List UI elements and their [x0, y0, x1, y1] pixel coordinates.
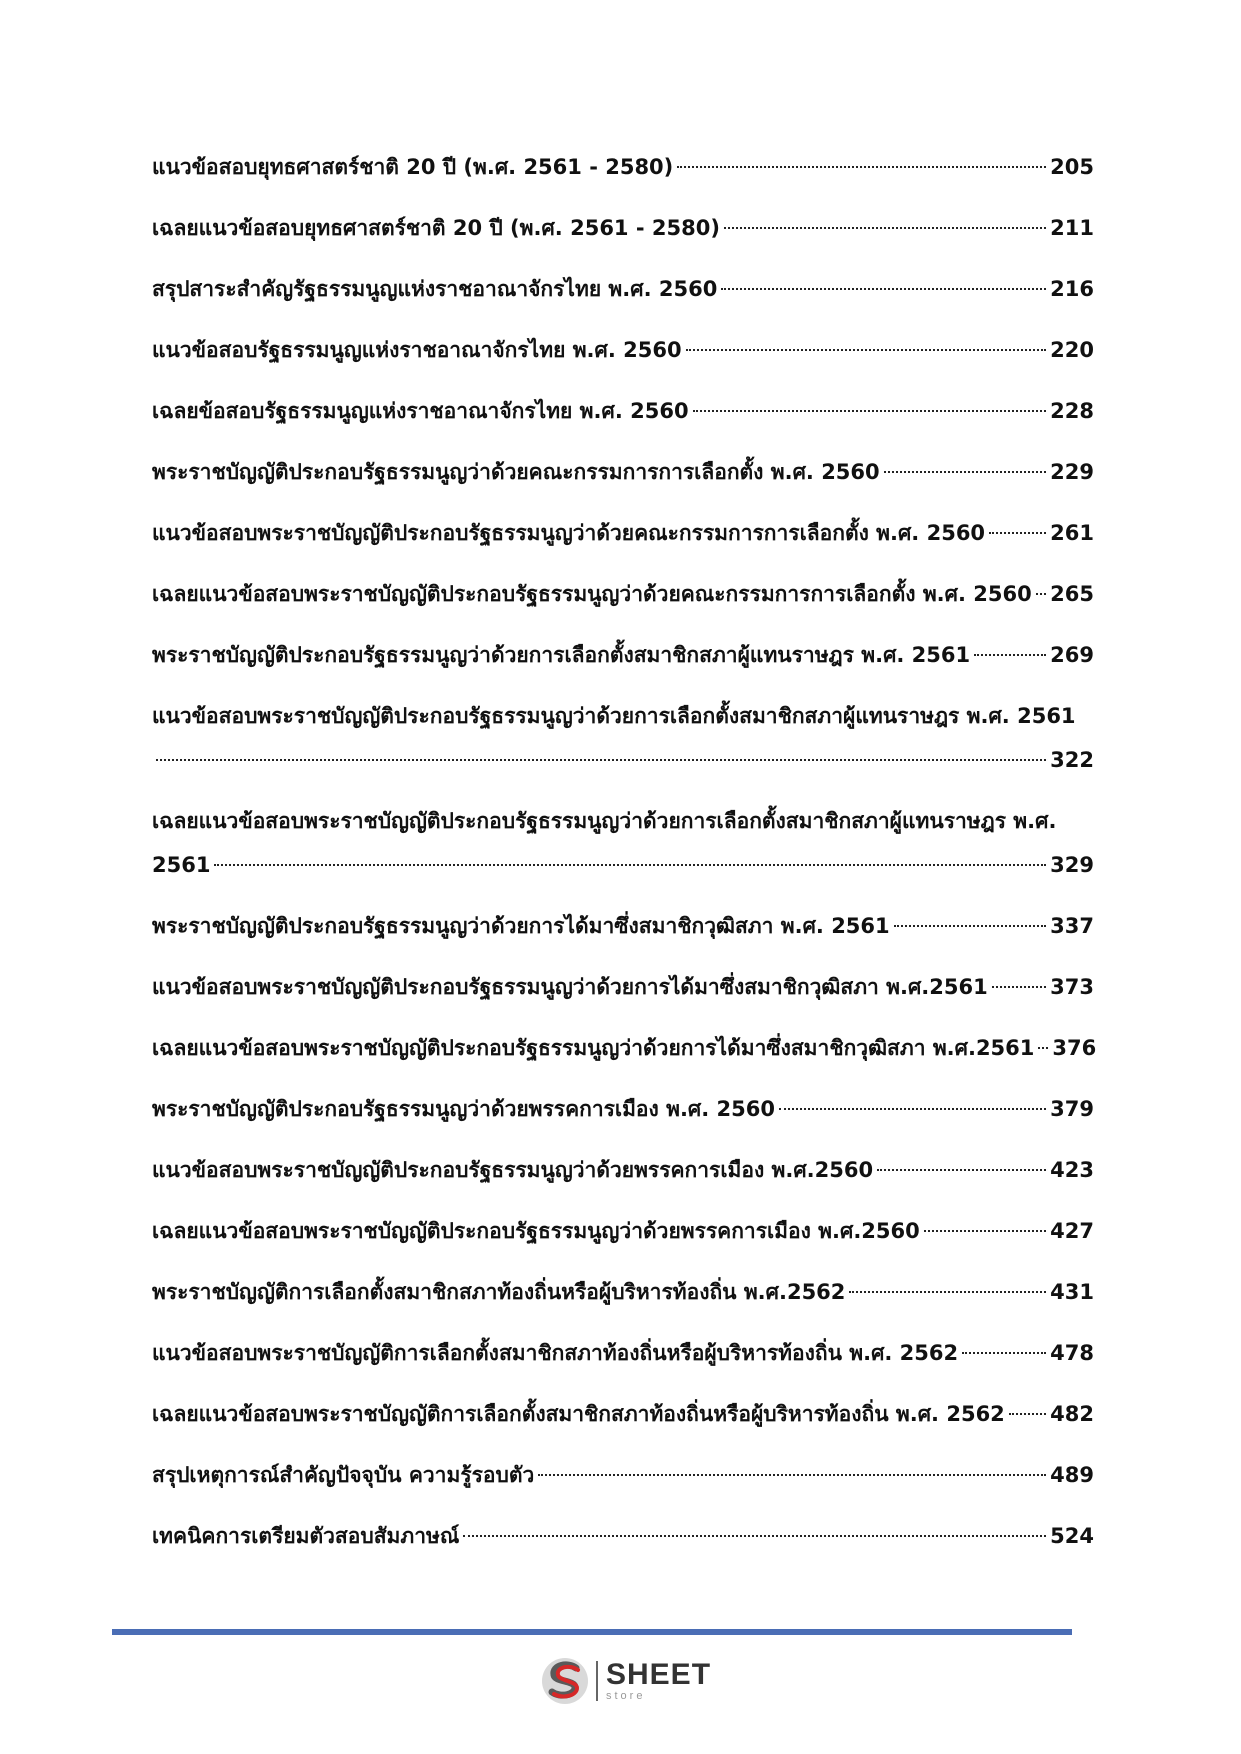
toc-entry-title: เฉลยแนวข้อสอบพระราชบัญญัติประกอบรัฐธรรมนูญว่าด้วยการเลือกตั้งสมาชิกสภาผู้แทนราษฎร พ.ศ.	[152, 809, 1057, 833]
toc-entry-page: 379	[1050, 1097, 1094, 1121]
toc-entry-title: เฉลยแนวข้อสอบยุทธศาสตร์ชาติ 20 ปี (พ.ศ. 2561 - 2580)	[152, 216, 720, 240]
toc-entry-title: เฉลยข้อสอบรัฐธรรมนูญแห่งราชอาณาจักรไทย พ.ศ. 2560	[152, 399, 689, 423]
toc-entry-page: 265	[1050, 582, 1094, 606]
dot-leader	[1036, 593, 1046, 595]
toc-entry-page: 205	[1050, 155, 1094, 179]
toc-entry-title: เฉลยแนวข้อสอบพระราชบัญญัติประกอบรัฐธรรมนูญว่าด้วยคณะกรรมการการเลือกตั้ง พ.ศ. 2560	[152, 582, 1032, 606]
dot-leader	[1009, 1413, 1046, 1415]
toc-entry-page: 322	[1050, 748, 1094, 772]
toc-entry-title: แนวข้อสอบรัฐธรรมนูญแห่งราชอาณาจักรไทย พ.ศ. 2560	[152, 338, 682, 362]
toc-entry-page: 373	[1050, 975, 1094, 999]
dot-leader	[463, 1535, 1046, 1537]
toc-entry-page: 216	[1050, 277, 1094, 301]
toc-entry-title: แนวข้อสอบพระราชบัญญัติประกอบรัฐธรรมนูญว่าด้วยพรรคการเมือง พ.ศ.2560	[152, 1158, 874, 1182]
toc-entry-page: 431	[1050, 1280, 1094, 1304]
toc-entry-page: 376	[1052, 1036, 1097, 1060]
toc-entry[interactable]	[152, 516, 1094, 577]
logo-divider	[596, 1661, 598, 1701]
toc-entry-title: พระราชบัญญัติประกอบรัฐธรรมนูญว่าด้วยคณะกรรมการการเลือกตั้ง พ.ศ. 2560	[152, 460, 880, 484]
dot-leader	[214, 864, 1046, 866]
dot-leader	[924, 1230, 1046, 1232]
toc-entry-page: 423	[1050, 1158, 1094, 1182]
dot-leader	[724, 227, 1046, 229]
toc-entry-title: แนวข้อสอบพระราชบัญญัติประกอบรัฐธรรมนูญว่าด้วยการได้มาซึ่งสมาชิกวุฒิสภา พ.ศ.2561	[152, 975, 988, 999]
toc-entry[interactable]	[152, 455, 1094, 516]
toc-entry-title: พระราชบัญญัติประกอบรัฐธรรมนูญว่าด้วยพรรคการเมือง พ.ศ. 2560	[152, 1097, 775, 1121]
toc-entry-title: สรุปสาระสำคัญรัฐธรรมนูญแห่งราชอาณาจักรไทย พ.ศ. 2560	[152, 277, 718, 301]
dot-leader	[992, 986, 1046, 988]
dot-leader	[877, 1169, 1046, 1171]
dot-leader	[721, 288, 1046, 290]
toc-entry-page: 211	[1050, 216, 1094, 240]
dot-leader	[989, 532, 1046, 534]
toc-entry-page: 337	[1050, 914, 1094, 938]
dot-leader	[686, 349, 1047, 351]
toc-entry[interactable]	[152, 1336, 1094, 1397]
toc-entry[interactable]	[152, 970, 1094, 1031]
toc-entry[interactable]	[152, 577, 1094, 638]
dot-leader	[677, 166, 1046, 168]
toc-entry-page: 489	[1050, 1463, 1094, 1487]
dot-leader	[974, 654, 1046, 656]
dot-leader	[156, 759, 1046, 761]
toc-entry-title: เฉลยแนวข้อสอบพระราชบัญญัติประกอบรัฐธรรมนูญว่าด้วยการได้มาซึ่งสมาชิกวุฒิสภา พ.ศ.2561	[152, 1036, 1035, 1060]
toc-entry[interactable]	[152, 1519, 1094, 1580]
toc-entry-page: 220	[1050, 338, 1094, 362]
toc-entry[interactable]	[152, 150, 1094, 211]
toc-entry-page: 228	[1050, 399, 1094, 423]
toc-entry-title: เฉลยแนวข้อสอบพระราชบัญญัติประกอบรัฐธรรมนูญว่าด้วยพรรคการเมือง พ.ศ.2560	[152, 1219, 920, 1243]
toc-entry-page: 269	[1050, 643, 1094, 667]
toc-entry-title-continuation: 2561	[152, 853, 211, 877]
toc-entry-page: 524	[1050, 1524, 1094, 1548]
toc-entry[interactable]	[152, 909, 1094, 970]
toc-entry[interactable]	[152, 272, 1094, 333]
table-of-contents	[152, 150, 1097, 1580]
toc-entry-title: พระราชบัญญัติประกอบรัฐธรรมนูญว่าด้วยการได้มาซึ่งสมาชิกวุฒิสภา พ.ศ. 2561	[152, 914, 890, 938]
toc-entry-page: 482	[1050, 1402, 1094, 1426]
toc-entry[interactable]	[152, 1397, 1094, 1458]
toc-entry-page: 478	[1050, 1341, 1094, 1365]
toc-entry-page: 427	[1050, 1219, 1094, 1243]
toc-entry-page: 229	[1050, 460, 1094, 484]
toc-entry-title: พระราชบัญญัติการเลือกตั้งสมาชิกสภาท้องถิ่นหรือผู้บริหารท้องถิ่น พ.ศ.2562	[152, 1280, 846, 1304]
toc-entry[interactable]	[152, 394, 1094, 455]
toc-entry-page: 329	[1050, 853, 1094, 877]
toc-entry[interactable]	[152, 1031, 1097, 1092]
toc-entry[interactable]	[152, 1458, 1094, 1519]
toc-entry[interactable]	[152, 804, 1094, 909]
dot-leader	[884, 471, 1047, 473]
dot-leader	[538, 1474, 1046, 1476]
toc-entry-page: 261	[1050, 521, 1094, 545]
toc-entry-title: เฉลยแนวข้อสอบพระราชบัญญัติการเลือกตั้งสมาชิกสภาท้องถิ่นหรือผู้บริหารท้องถิ่น พ.ศ. 2562	[152, 1402, 1005, 1426]
dot-leader	[962, 1352, 1046, 1354]
toc-entry[interactable]	[152, 699, 1094, 804]
toc-entry-title: แนวข้อสอบพระราชบัญญัติการเลือกตั้งสมาชิกสภาท้องถิ่นหรือผู้บริหารท้องถิ่น พ.ศ. 2562	[152, 1341, 959, 1365]
brand-wordmark	[606, 1660, 711, 1702]
dot-leader	[1038, 1047, 1048, 1049]
dot-leader	[779, 1108, 1046, 1110]
toc-entry[interactable]	[152, 1275, 1094, 1336]
toc-entry-title: สรุปเหตุการณ์สำคัญปัจจุบัน ความรู้รอบตัว	[152, 1463, 535, 1487]
toc-entry[interactable]	[152, 1092, 1094, 1153]
toc-entry[interactable]	[152, 638, 1094, 699]
toc-entry[interactable]	[152, 211, 1094, 272]
dot-leader	[894, 925, 1047, 927]
toc-entry[interactable]	[152, 333, 1094, 394]
toc-entry-title: แนวข้อสอบยุทธศาสตร์ชาติ 20 ปี (พ.ศ. 2561 - 2580)	[152, 155, 674, 179]
footer-divider	[112, 1629, 1072, 1635]
brand-subtitle: store	[606, 1690, 646, 1702]
sheet-store-s-logo-icon	[540, 1656, 590, 1706]
toc-entry-title: เทคนิคการเตรียมตัวสอบสัมภาษณ์	[152, 1524, 460, 1548]
footer-logo	[540, 1655, 711, 1707]
toc-entry-title: พระราชบัญญัติประกอบรัฐธรรมนูญว่าด้วยการเลือกตั้งสมาชิกสภาผู้แทนราษฎร พ.ศ. 2561	[152, 643, 971, 667]
toc-entry[interactable]	[152, 1153, 1094, 1214]
dot-leader	[693, 410, 1047, 412]
brand-name: SHEET	[606, 1658, 712, 1691]
toc-entry-title: แนวข้อสอบพระราชบัญญัติประกอบรัฐธรรมนูญว่าด้วยคณะกรรมการการเลือกตั้ง พ.ศ. 2560	[152, 521, 986, 545]
dot-leader	[849, 1291, 1046, 1293]
toc-entry-title: แนวข้อสอบพระราชบัญญัติประกอบรัฐธรรมนูญว่าด้วยการเลือกตั้งสมาชิกสภาผู้แทนราษฎร พ.ศ. 2561	[152, 704, 1076, 728]
toc-entry[interactable]	[152, 1214, 1094, 1275]
